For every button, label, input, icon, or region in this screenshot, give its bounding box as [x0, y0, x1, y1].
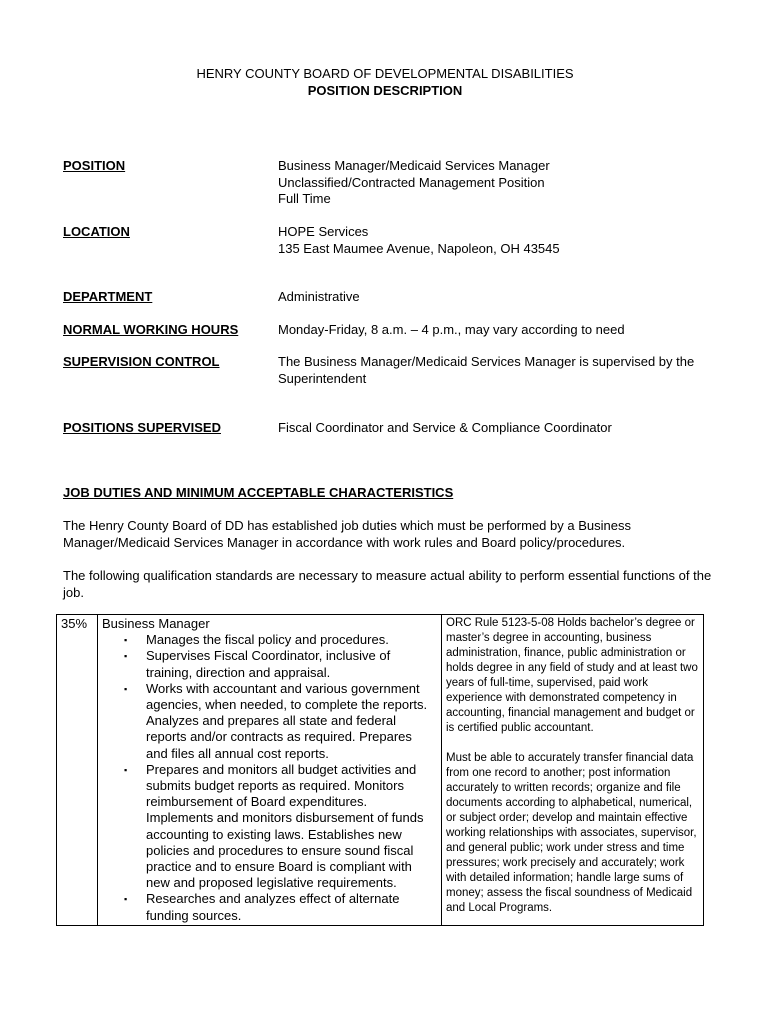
position-line: Unclassified/Contracted Management Position	[278, 174, 545, 190]
location-line: HOPE Services	[278, 224, 369, 239]
location-line: 135 East Maumee Avenue, Napoleon, OH 43545	[278, 240, 560, 256]
job-duties-heading: JOB DUTIES AND MINIMUM ACCEPTABLE CHARACTERISTICS	[63, 485, 454, 500]
location-value	[278, 224, 718, 257]
ability-requirement: Must be able to accurately transfer financial data from one record to another; post information accurately to written records; organize and file documents according to alphabetical, numerical, or subject order; develop and maintain effective working relationships with associates, supervisor, and general public; work under stress and time pressures; work precisely and accurately; work with detailed information; handle large sums of money; assess the fiscal soundness of Medicaid and Local Programs.	[446, 752, 697, 914]
square-bullet-icon: ▪	[124, 764, 128, 775]
department-label: DEPARTMENT	[63, 289, 153, 304]
document-title: POSITION DESCRIPTION	[307, 83, 463, 98]
list-item: ▪ Manages the fiscal policy and procedures.	[124, 632, 389, 648]
position-value	[278, 158, 718, 208]
list-item: ▪ Prepares and monitors all budget activities and submits budget reports as required. Monitors reimbursement of Board expenditures. Implements and monitors disbursement of funds accounting to existing laws. Establishes new policies and procedures to ensure sound fiscal practice and to ensure Board is compliant with new and proposed legislative requirements.	[124, 761, 424, 891]
duty-list	[102, 632, 437, 924]
list-item: ▪ Works with accountant and various government agencies, when needed, to complete the reports. Analyzes and prepares all state and federal reports and/or contracts as required. Prepares and files all annual cost reports.	[124, 680, 428, 761]
requirements-cell	[442, 615, 704, 926]
duties-intro-paragraph: The Henry County Board of DD has established job duties which must be performed by a Business Manager/Medicaid Services Manager in accordance with work rules and Board policy/procedures.	[63, 518, 631, 550]
position-label: POSITION	[63, 158, 126, 173]
supervision-control-value: The Business Manager/Medicaid Services Manager is supervised by the Superintendent	[278, 354, 695, 386]
square-bullet-icon: ▪	[124, 635, 128, 646]
supervision-control-label: SUPERVISION CONTROL	[63, 354, 220, 369]
qualification-standards-paragraph: The following qualification standards are necessary to measure actual ability to perform essential functions of the job.	[63, 568, 712, 600]
square-bullet-icon: ▪	[124, 683, 128, 694]
working-hours-value: Monday-Friday, 8 a.m. – 4 p.m., may vary according to need	[278, 322, 625, 337]
position-line: Full Time	[278, 191, 331, 206]
list-item: ▪ Supervises Fiscal Coordinator, inclusive of training, direction and appraisal.	[124, 648, 391, 680]
position-line: Business Manager/Medicaid Services Manager	[278, 158, 550, 173]
working-hours-label: NORMAL WORKING HOURS	[63, 322, 239, 337]
duty-percentage: 35%	[57, 615, 98, 926]
positions-supervised-value: Fiscal Coordinator and Service & Compliance Coordinator	[278, 420, 612, 435]
list-item: ▪ Researches and analyzes effect of alternate funding sources.	[124, 891, 400, 923]
duty-description-cell	[98, 615, 442, 926]
duty-title: Business Manager	[102, 616, 210, 631]
duties-table	[56, 614, 704, 926]
positions-supervised-label: POSITIONS SUPERVISED	[63, 420, 221, 435]
department-value: Administrative	[278, 289, 360, 304]
table-row	[57, 615, 704, 926]
square-bullet-icon: ▪	[124, 651, 128, 662]
location-label: LOCATION	[63, 224, 130, 239]
square-bullet-icon: ▪	[124, 894, 128, 905]
degree-requirement: ORC Rule 5123-5-08 Holds bachelor’s degree or master’s degree in accounting, business administration, finance, public administration or holds degree in any field of study and at least two years of full-time, supervised, paid work experience with demonstrated competency in accounting, financial management and budget or is certified public accountant.	[446, 617, 698, 734]
organization-heading: HENRY COUNTY BOARD OF DEVELOPMENTAL DISABILITIES	[196, 66, 574, 81]
